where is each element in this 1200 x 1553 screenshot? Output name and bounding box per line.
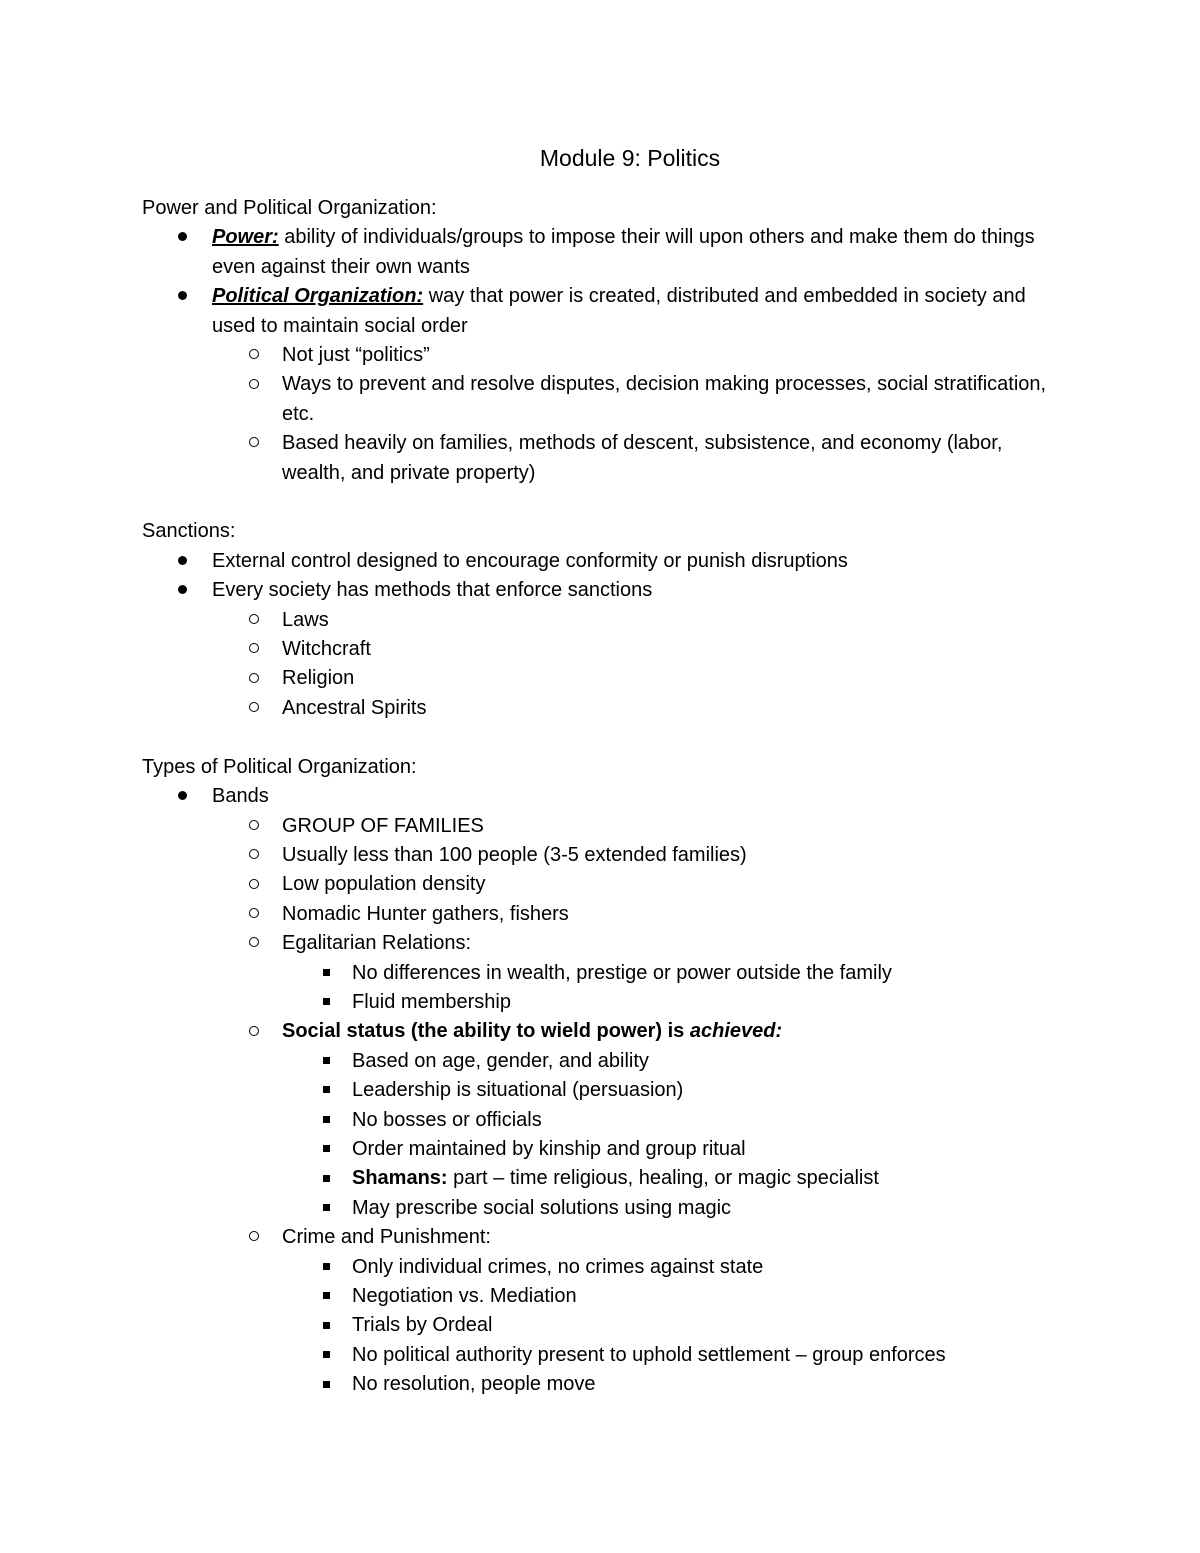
list-item: Fluid membership — [282, 988, 1062, 1017]
term-power: Power: — [212, 226, 279, 249]
list-item: No resolution, people move — [282, 1370, 1062, 1399]
list-item: Witchcraft — [212, 635, 1062, 664]
square-bullet-icon — [316, 988, 336, 1017]
square-bullet-icon — [316, 1106, 336, 1135]
list-item-power — [142, 223, 1062, 282]
bullet-icon — [172, 282, 192, 311]
circle-bullet-icon — [244, 1017, 264, 1046]
list-item: Negotiation vs. Mediation — [282, 1282, 1062, 1311]
square-bullet-icon — [316, 1341, 336, 1370]
bands-sublist — [212, 812, 1062, 1400]
list-item-bands: Bands GROUP OF FAMILIES Usually less than 100 people (3-5 extended families) Low population density Nomadic Hunter gathers, fishers Egalitarian Relations: No differences in wealth, prestige or power outside the family Fluid membership Social status (the ability to wield power) is achieved: Based on age, gender, and ability Leadership is situational (persuasion) No bosses or officials Order maintained by kinship and group ritual Shamans: part – time religious, healing, or magic specialist May prescribe social solutions using magic Crime and Punishment: Only individual crimes, no crimes against state Negotiation vs. Mediation Trials by Ordeal No political authority present to uphold settlement – group enforces No resolution, people move — [142, 782, 1062, 1400]
section-heading-types: Types of Political Organization: — [142, 755, 417, 778]
circle-bullet-icon — [244, 929, 264, 958]
definition-political-organization: way that power is created, distributed and embedded in society and used to maintain social order — [212, 285, 1026, 337]
section-heading-power: Power and Political Organization: — [142, 197, 437, 219]
square-bullet-icon — [316, 959, 336, 988]
page-title: Module 9: Politics — [539, 145, 721, 171]
political-organization-sublist — [212, 341, 1062, 488]
circle-bullet-icon — [244, 900, 264, 929]
circle-bullet-icon — [244, 370, 264, 399]
bullet-icon — [172, 547, 192, 576]
sanction-methods-list — [212, 606, 1062, 724]
square-bullet-icon — [316, 1194, 336, 1223]
list-item: Trials by Ordeal — [282, 1311, 1062, 1340]
bullet-icon — [172, 782, 192, 811]
sanctions-list — [142, 547, 1062, 723]
square-bullet-icon — [316, 1164, 336, 1193]
circle-bullet-icon — [244, 812, 264, 841]
types-list — [142, 782, 1062, 1400]
crime-sublist — [282, 1253, 1062, 1400]
term-political-organization: Political Organization: — [212, 285, 424, 308]
list-item-political-organization — [142, 282, 1062, 488]
bullet-icon — [172, 576, 192, 605]
list-item: Low population density — [212, 870, 1062, 899]
list-item: GROUP OF FAMILIES — [212, 812, 1062, 841]
list-item: Ancestral Spirits — [212, 694, 1062, 723]
list-item-crime: Crime and Punishment: Only individual crimes, no crimes against state Negotiation vs. Mediation Trials by Ordeal No political authority present to uphold settlement – group enforces No resolution, people move — [212, 1223, 1062, 1399]
definition-power: ability of individuals/groups to impose their will upon others and make them do things even against their own wants — [212, 226, 1035, 278]
list-item: No bosses or officials — [282, 1106, 1062, 1135]
list-item: May prescribe social solutions using magic — [282, 1194, 1062, 1223]
square-bullet-icon — [316, 1135, 336, 1164]
list-item: Order maintained by kinship and group ritual — [282, 1135, 1062, 1164]
list-item: No political authority present to uphold settlement – group enforces — [282, 1341, 1062, 1370]
circle-bullet-icon — [244, 429, 264, 458]
square-bullet-icon — [316, 1047, 336, 1076]
circle-bullet-icon — [244, 870, 264, 899]
list-item: Every society has methods that enforce sanctions Laws Witchcraft Religion Ancestral Spirits — [142, 576, 1062, 723]
list-item: Leadership is situational (persuasion) — [282, 1076, 1062, 1105]
bullet-icon — [172, 223, 192, 252]
section-heading-sanctions: Sanctions: — [142, 520, 236, 543]
square-bullet-icon — [316, 1282, 336, 1311]
list-item: External control designed to encourage conformity or punish disruptions — [142, 547, 1062, 576]
square-bullet-icon — [316, 1311, 336, 1340]
square-bullet-icon — [316, 1370, 336, 1399]
circle-bullet-icon — [244, 341, 264, 370]
list-item: Not just “politics” — [212, 341, 1062, 370]
list-item: Based on age, gender, and ability — [282, 1047, 1062, 1076]
list-item: Egalitarian Relations: No differences in wealth, prestige or power outside the family Fluid membership — [212, 929, 1062, 1017]
list-item: Religion — [212, 664, 1062, 693]
list-item: No differences in wealth, prestige or power outside the family — [282, 959, 1062, 988]
list-item-social-status: Social status (the ability to wield power) is achieved: Based on age, gender, and ability Leadership is situational (persuasion) No bosses or officials Order maintained by kinship and group ritual Shamans: part – time religious, healing, or magic specialist May prescribe social solutions using magic — [212, 1017, 1062, 1223]
list-item: Based heavily on families, methods of descent, subsistence, and economy (labor, wealth, and private property) — [212, 429, 1062, 488]
list-item-shamans: Shamans: part – time religious, healing, or magic specialist — [282, 1164, 1062, 1193]
document — [142, 140, 1062, 1400]
list-item: Nomadic Hunter gathers, fishers — [212, 900, 1062, 929]
circle-bullet-icon — [244, 635, 264, 664]
circle-bullet-icon — [244, 606, 264, 635]
square-bullet-icon — [316, 1253, 336, 1282]
list-item: Only individual crimes, no crimes against state — [282, 1253, 1062, 1282]
circle-bullet-icon — [244, 841, 264, 870]
power-list — [142, 223, 1062, 488]
square-bullet-icon — [316, 1076, 336, 1105]
social-status-sublist — [282, 1047, 1062, 1223]
circle-bullet-icon — [244, 694, 264, 723]
list-item: Ways to prevent and resolve disputes, decision making processes, social stratification, etc. — [212, 370, 1062, 429]
circle-bullet-icon — [244, 664, 264, 693]
list-item: Usually less than 100 people (3-5 extended families) — [212, 841, 1062, 870]
list-item: Laws — [212, 606, 1062, 635]
egalitarian-sublist — [282, 959, 1062, 1018]
circle-bullet-icon — [244, 1223, 264, 1252]
